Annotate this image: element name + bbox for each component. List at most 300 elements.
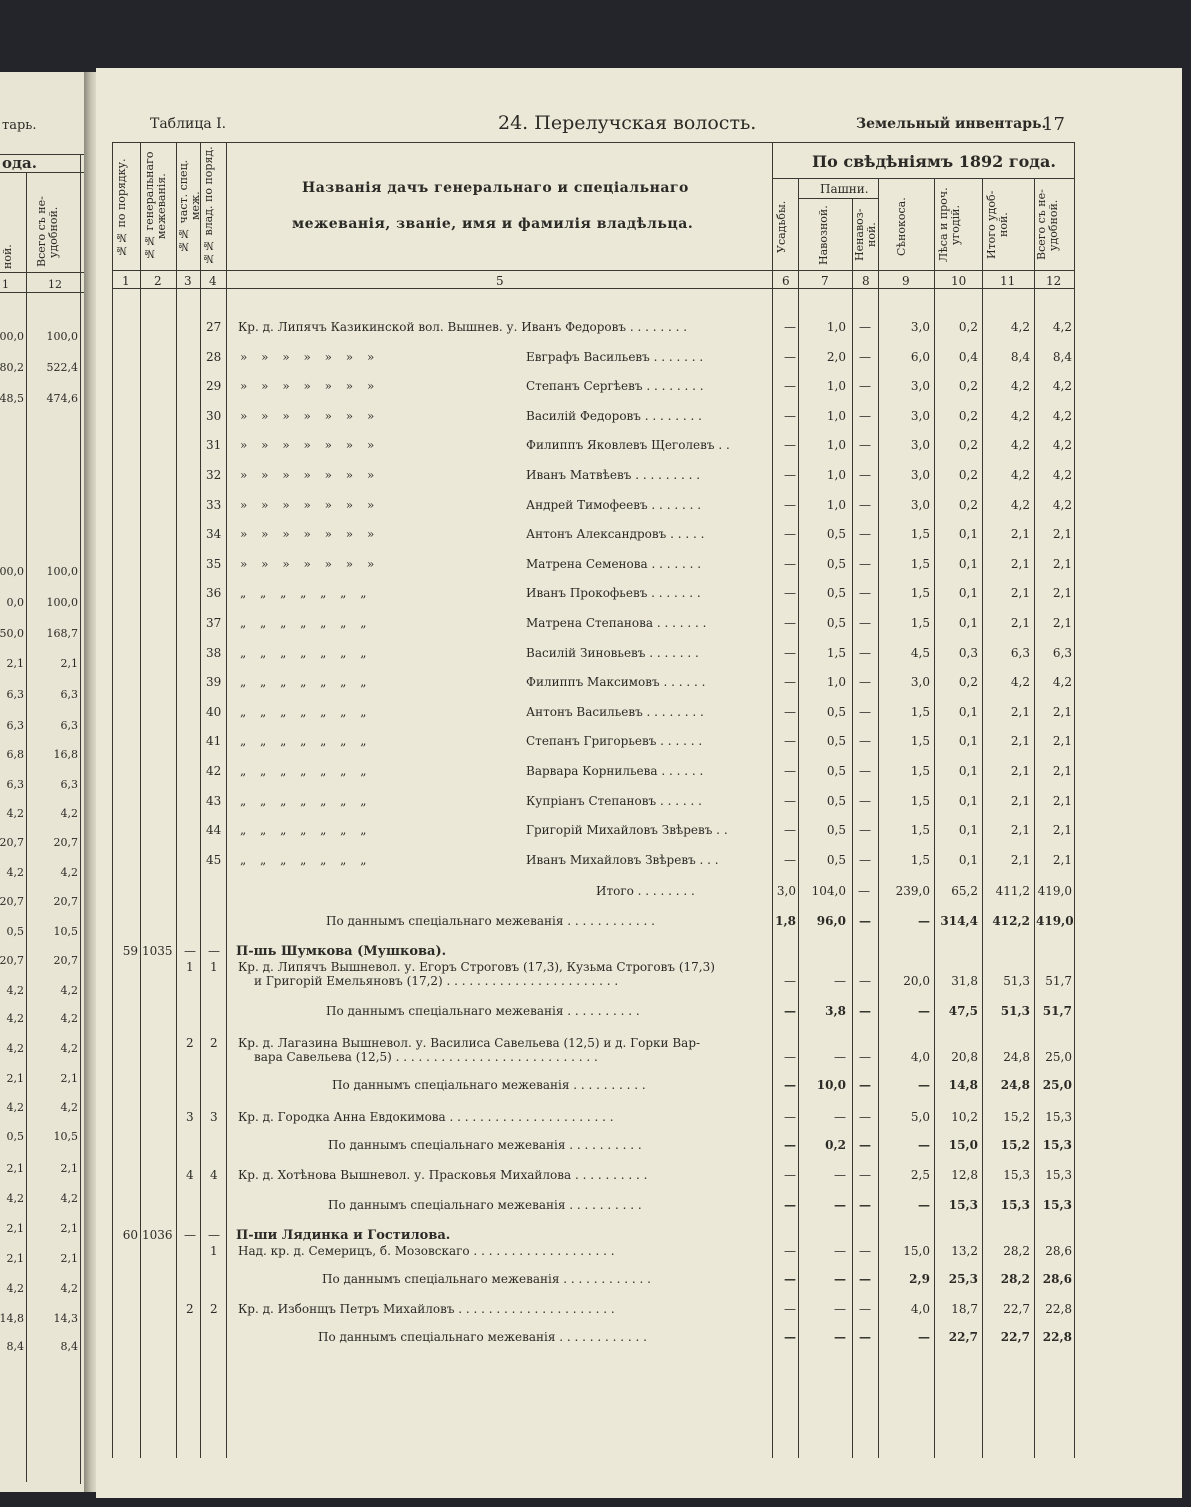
left-cell: 4,2	[6, 866, 24, 879]
cell-c9: 1,5	[910, 616, 930, 630]
total-row	[96, 884, 1182, 913]
cell-c7: —	[834, 1330, 846, 1344]
cell-c9: —	[918, 1138, 930, 1152]
cell-c10: 0,2	[958, 675, 978, 690]
cell-c9: —	[918, 914, 930, 928]
owner-name: Филиппъ Яковлевъ Щеголевъ . .	[526, 438, 730, 453]
cell-c10: 12,8	[951, 1168, 978, 1182]
special-number: 2	[186, 1036, 194, 1050]
cell-c10: 10,2	[951, 1110, 978, 1124]
left-cell: 100,0	[46, 330, 78, 343]
cell: 411,2	[995, 884, 1030, 898]
survey-label: По даннымъ спеціальнаго межеванія . . . . . . . . . .	[328, 1198, 642, 1212]
rule	[0, 154, 84, 155]
cell-c11: 4,2	[1010, 379, 1030, 394]
cell-c12: 4,2	[1052, 379, 1072, 394]
table-row	[96, 764, 1182, 793]
left-cell: 522,4	[46, 361, 78, 374]
cell-c12: 51,7	[1045, 974, 1072, 988]
cell-c10: 0,4	[958, 349, 978, 364]
cell-c8: —	[859, 734, 871, 749]
left-cell: 00,0	[0, 330, 24, 343]
cell-c6: —	[784, 974, 796, 988]
cell-c9: 1,5	[910, 793, 930, 808]
cell-c6: —	[784, 1330, 796, 1344]
left-cell: 4,2	[60, 1042, 78, 1055]
ditto-marks: „ „ „ „ „ „ „	[240, 793, 367, 808]
cell-c12: 2,1	[1052, 556, 1072, 571]
owner-number: 38	[206, 645, 222, 660]
left-cell: 6,3	[60, 719, 78, 732]
cell-c6: 1,8	[775, 914, 796, 928]
ditto-marks: » » » » » » »	[240, 379, 375, 394]
survey-row	[96, 1198, 1182, 1227]
rule	[0, 272, 84, 273]
cell-c9: 1,5	[910, 852, 930, 867]
col-number: 7	[821, 274, 829, 288]
cell-c11: 15,3	[1003, 1168, 1030, 1182]
survey-label: По даннымъ спеціальнаго межеванія . . . . . . . . . .	[326, 1004, 640, 1018]
survey-label: По даннымъ спеціальнаго межеванія . . . . . . . . . . . .	[318, 1330, 647, 1344]
left-cell: 10,5	[53, 1130, 78, 1143]
cell-c12: 28,6	[1042, 1272, 1072, 1286]
ditto-marks: „ „ „ „ „ „ „	[240, 586, 367, 601]
cell-c9: —	[918, 1078, 930, 1092]
left-cell: 80,2	[0, 361, 24, 374]
cell-c9: 1,5	[910, 556, 930, 571]
cell-c11: 2,1	[1010, 527, 1030, 542]
cell-c7: 0,5	[826, 823, 846, 838]
owner-name: Антонъ Александровъ . . . . .	[526, 527, 705, 542]
cell-c7: —	[834, 1050, 846, 1064]
col-number: 4	[209, 274, 217, 288]
left-cell: 0,5	[6, 1130, 24, 1143]
owner-name: Григорій Михайловъ Звѣревъ . .	[526, 823, 728, 838]
cell-c10: 0,1	[958, 734, 978, 749]
rule	[112, 270, 1074, 271]
ditto-marks: » » » » » » »	[240, 556, 375, 571]
col-number: 2	[154, 274, 162, 288]
owner-number: 31	[206, 438, 222, 453]
left-cell: 2,1	[60, 1162, 78, 1175]
left-cell: 6,3	[60, 688, 78, 701]
cell-c12: 15,3	[1045, 1168, 1072, 1182]
owner-name: Кр. д. Липячъ Казикинской вол. Вышнев. у. Иванъ Федоровъ . . . . . . . .	[238, 320, 688, 334]
left-cell: 100,0	[46, 565, 78, 578]
table-row	[96, 1110, 1182, 1139]
cell-c6: —	[784, 645, 796, 660]
owner-number: 2	[210, 1302, 218, 1316]
cell-c11: 4,2	[1010, 675, 1030, 690]
cell-c6: —	[784, 1198, 796, 1212]
left-cell: 2,1	[6, 657, 24, 670]
cell-c9: 4,0	[910, 1050, 930, 1064]
cell-c9: 1,5	[910, 527, 930, 542]
page	[96, 68, 1182, 1498]
survey-row	[96, 1272, 1182, 1301]
cell-c7: 1,0	[826, 320, 846, 334]
cell-c11: 15,2	[1000, 1138, 1030, 1152]
cell-c9: 1,5	[910, 764, 930, 778]
col-header-vsego: Всего съ не-удобной.	[1035, 189, 1060, 261]
cell-c8: —	[859, 793, 871, 808]
left-cell: 4,2	[60, 1012, 78, 1025]
cell-c11: 51,3	[1003, 974, 1030, 988]
left-cell: 4,2	[6, 1012, 24, 1025]
left-cell: 00,0	[0, 565, 24, 578]
cell-c6: —	[784, 320, 796, 334]
table-row	[96, 1036, 1182, 1076]
table-row	[96, 468, 1182, 497]
survey-label: По даннымъ спеціальнаго межеванія . . . . . . . . . .	[332, 1078, 646, 1092]
cell-c9: 3,0	[910, 320, 930, 334]
cell-c12: 2,1	[1052, 616, 1072, 630]
col-header-nenavoznoy: Ненавоз-ной.	[853, 208, 878, 262]
cell-c10: 0,2	[958, 438, 978, 453]
left-cell: 20,7	[0, 954, 24, 967]
group-gen-number: 1036	[142, 1228, 173, 1242]
survey-row	[96, 1138, 1182, 1167]
cell-c10: 0,2	[958, 408, 978, 423]
page-title: 24. Перелучская волость.	[498, 112, 757, 134]
owner-number: 45	[206, 852, 222, 867]
cell-c7: 1,0	[826, 675, 846, 690]
left-cell: 2,1	[6, 1162, 24, 1175]
cell-c8: —	[859, 586, 871, 601]
left-col-number: 12	[48, 278, 62, 291]
table-row	[96, 320, 1182, 349]
cell-c10: 0,2	[958, 320, 978, 334]
table-label: Таблица I.	[150, 116, 227, 132]
cell-c8: —	[859, 1302, 871, 1316]
cell-c11: 15,3	[1000, 1198, 1030, 1212]
left-cell: 6,3	[60, 778, 78, 791]
ditto-marks: „ „ „ „ „ „ „	[240, 823, 367, 838]
cell-c8: —	[859, 1004, 871, 1018]
left-cell: 6,8	[6, 748, 24, 761]
cell-c11: 4,2	[1010, 468, 1030, 482]
cell-c11: 22,7	[1000, 1330, 1030, 1344]
left-cell: 474,6	[46, 392, 78, 405]
cell-c11: 2,1	[1010, 556, 1030, 571]
cell-c8: —	[859, 497, 871, 512]
cell-c8: —	[859, 675, 871, 690]
cell-c12: 4,2	[1052, 320, 1072, 334]
cell-c10: 25,3	[948, 1272, 978, 1286]
cell-c12: 2,1	[1052, 852, 1072, 867]
survey-label: По даннымъ спеціальнаго межеванія . . . . . . . . . . . .	[322, 1272, 651, 1286]
cell-c11: 28,2	[1003, 1244, 1030, 1258]
table-row	[96, 557, 1182, 586]
cell-c10: 20,8	[951, 1050, 978, 1064]
row-values	[96, 974, 1182, 1003]
cell-c11: 28,2	[1000, 1272, 1030, 1286]
row-values	[96, 1050, 1182, 1079]
cell-c12: 25,0	[1042, 1078, 1072, 1092]
left-cell: 8,4	[60, 1340, 78, 1353]
ditto-marks: » » » » » » »	[240, 438, 375, 453]
owner-number: 3	[210, 1110, 218, 1124]
cell-c12: 4,2	[1052, 438, 1072, 453]
cell-c10: 15,0	[948, 1138, 978, 1152]
owner-name: Филиппъ Максимовъ . . . . . .	[526, 675, 706, 690]
cell-c9: 1,5	[910, 704, 930, 719]
left-cell: 6,3	[6, 778, 24, 791]
cell-c10: 0,2	[958, 468, 978, 482]
cell-c7: 1,0	[826, 497, 846, 512]
owner-name-cont: и Григорій Емельяновъ (17,2) . . . . . . . . . . . . . . . . . . . . . . .	[254, 974, 619, 988]
left-cell: 4,2	[60, 1282, 78, 1295]
cell-c10: 0,1	[958, 704, 978, 719]
survey-row	[96, 914, 1182, 943]
table-row	[96, 438, 1182, 467]
cell-c8: —	[859, 320, 871, 334]
cell-c8: —	[859, 852, 871, 867]
left-cell: 14,3	[53, 1312, 78, 1325]
cell-c10: 13,2	[951, 1244, 978, 1258]
owner-name: Антонъ Васильевъ . . . . . . . .	[526, 704, 704, 719]
survey-row	[96, 1004, 1182, 1033]
group-dash: —	[208, 1228, 220, 1242]
section-label: Земельный инвентарь.	[856, 116, 1047, 132]
ditto-marks: » » » » » » »	[240, 349, 375, 364]
cell-c11: 4,2	[1010, 438, 1030, 453]
table-row	[96, 823, 1182, 852]
cell-c11: 2,1	[1010, 734, 1030, 749]
cell-c8: —	[859, 1110, 871, 1124]
cell-c12: 2,1	[1052, 586, 1072, 601]
col-header-usadby: Усадьбы.	[775, 200, 788, 254]
cell-c12: 51,7	[1042, 1004, 1072, 1018]
owner-name: Василій Федоровъ . . . . . . . .	[526, 408, 702, 423]
owner-number: 32	[206, 468, 222, 482]
table-row	[96, 675, 1182, 704]
owner-name: Иванъ Михайловъ Звѣревъ . . .	[526, 852, 719, 867]
cell-c6: —	[784, 586, 796, 601]
owner-number: 36	[206, 586, 222, 601]
owner-name: Матрена Степанова . . . . . . .	[526, 616, 707, 630]
owner-number: 37	[206, 616, 222, 630]
left-subheader-fragment: ода.	[2, 154, 37, 172]
cell-c8: —	[859, 527, 871, 542]
ditto-marks: „ „ „ „ „ „ „	[240, 764, 367, 778]
table-row	[96, 794, 1182, 823]
cell-c12: 15,3	[1042, 1138, 1072, 1152]
table-row	[96, 527, 1182, 556]
left-cell: 0,0	[6, 596, 24, 609]
group-number: 59	[122, 944, 138, 958]
col-header-senokosa: Сѣнокоса.	[895, 197, 908, 257]
cell-c12: 8,4	[1052, 349, 1072, 364]
left-cell: 4,2	[60, 1101, 78, 1114]
table-row	[96, 1168, 1182, 1197]
cell-c7: 2,0	[826, 349, 846, 364]
ditto-marks: „ „ „ „ „ „ „	[240, 675, 367, 690]
left-cell: 8,4	[6, 1340, 24, 1353]
col-header-name-line1: Названія дачъ генеральнаго и спеціальнаго	[302, 180, 689, 196]
cell-c7: 1,0	[826, 438, 846, 453]
owner-number: 43	[206, 793, 222, 808]
cell-c11: 2,1	[1010, 793, 1030, 808]
cell-c11: 2,1	[1010, 852, 1030, 867]
cell-c6: —	[784, 616, 796, 630]
cell-c6: —	[784, 1078, 796, 1092]
rule	[112, 142, 1074, 143]
left-cell: 2,1	[60, 657, 78, 670]
col-header-general: №№ генеральнаго межеванія.	[143, 151, 168, 261]
cell-c11: 22,7	[1003, 1302, 1030, 1316]
cell-c6: —	[784, 1110, 796, 1124]
cell-c7: 10,0	[816, 1078, 846, 1092]
cell-c7: —	[834, 1110, 846, 1124]
owner-number: 27	[206, 320, 222, 334]
table-row	[96, 705, 1182, 734]
cell-c6: —	[784, 704, 796, 719]
cell-c9: —	[918, 1004, 930, 1018]
cell-c7: 0,5	[826, 556, 846, 571]
owner-number: 1	[210, 960, 218, 974]
owner-name: Иванъ Прокофьевъ . . . . . . .	[526, 586, 701, 601]
cell-c7: 1,0	[826, 468, 846, 482]
cell-c10: 0,1	[958, 823, 978, 838]
cell-c7: —	[834, 974, 846, 988]
cell-c10: 14,8	[948, 1078, 978, 1092]
cell-c6: —	[784, 556, 796, 571]
cell-c8: —	[859, 1078, 871, 1092]
cell-c12: 22,8	[1042, 1330, 1072, 1344]
cell-c7: —	[834, 1198, 846, 1212]
cell-c9: 1,5	[910, 823, 930, 838]
table-row	[96, 498, 1182, 527]
owner-number: 41	[206, 734, 222, 749]
left-col-number: 1	[2, 278, 9, 291]
owner-number: 29	[206, 379, 222, 394]
left-col-header: ной.	[1, 244, 14, 270]
left-cell: 20,7	[53, 836, 78, 849]
cell-c7: —	[834, 1244, 846, 1258]
col-number: 5	[496, 274, 504, 288]
cell-c6: —	[784, 1138, 796, 1152]
owner-number: 44	[206, 823, 222, 838]
left-cell: 0,5	[6, 925, 24, 938]
col-header-special: №№ част. спец. меж.	[177, 159, 202, 253]
left-cell: 4,2	[6, 1101, 24, 1114]
left-cell: 10,5	[53, 925, 78, 938]
cell-c7: 3,8	[825, 1004, 846, 1018]
special-number: 2	[186, 1302, 194, 1316]
cell-c12: 6,3	[1052, 645, 1072, 660]
cell-c6: —	[784, 349, 796, 364]
cell-c8: —	[859, 1050, 871, 1064]
left-cell: 4,2	[60, 1192, 78, 1205]
cell-c11: 8,4	[1010, 349, 1030, 364]
table-row	[96, 350, 1182, 379]
table-row	[96, 586, 1182, 615]
special-number: 1	[186, 960, 194, 974]
left-col-header: Всего съ не-удобной.	[35, 196, 60, 268]
cell-c8: —	[859, 823, 871, 838]
owner-name: Купріанъ Степановъ . . . . . .	[526, 793, 702, 808]
col-number: 3	[184, 274, 192, 288]
left-cell: 100,0	[46, 596, 78, 609]
col-header-navoznoy: Навозной.	[817, 205, 830, 265]
cell-c8: —	[859, 468, 871, 482]
left-cell: 2,1	[6, 1252, 24, 1265]
cell-c9: 3,0	[910, 497, 930, 512]
owner-name: Василій Зиновьевъ . . . . . . .	[526, 645, 699, 660]
cell-c8: —	[859, 645, 871, 660]
col-number: 11	[1000, 274, 1016, 288]
cell-c12: 4,2	[1052, 468, 1072, 482]
cell-c8: —	[859, 349, 871, 364]
cell-c6: —	[784, 1302, 796, 1316]
cell-c8: —	[859, 408, 871, 423]
cell-c10: 0,3	[958, 645, 978, 660]
cell-c12: 2,1	[1052, 823, 1072, 838]
group-number: 60	[122, 1228, 138, 1242]
cell-c6: —	[784, 379, 796, 394]
cell-c6: —	[784, 1168, 796, 1182]
table-row	[96, 409, 1182, 438]
col-group-header: По свѣдѣніямъ 1892 года.	[812, 152, 1056, 171]
cell-c8: —	[859, 704, 871, 719]
table-row	[96, 960, 1182, 1000]
cell-c10: 314,4	[940, 914, 978, 928]
group-dash: —	[208, 944, 220, 958]
ditto-marks: » » » » » » »	[240, 408, 375, 423]
cell-c11: 2,1	[1010, 616, 1030, 630]
table-row	[96, 1302, 1182, 1331]
cell-c10: 0,2	[958, 379, 978, 394]
cell-c6: —	[784, 1004, 796, 1018]
table-row	[96, 1244, 1182, 1273]
left-cell: 2,1	[60, 1222, 78, 1235]
left-cell: 4,2	[6, 807, 24, 820]
group-gen-number: 1035	[142, 944, 173, 958]
col-number: 12	[1046, 274, 1062, 288]
owner-name: Степанъ Сергѣевъ . . . . . . . .	[526, 379, 704, 394]
cell-c11: 2,1	[1010, 764, 1030, 778]
cell-c11: 2,1	[1010, 586, 1030, 601]
ditto-marks: » » » » » » »	[240, 468, 375, 482]
col-number: 1	[122, 274, 130, 288]
owner-number: 35	[206, 556, 222, 571]
cell: 3,0	[776, 884, 796, 898]
col-number: 8	[862, 274, 870, 288]
col-header-owner: №№ влад. по поряд.	[202, 146, 215, 266]
owner-name: Андрей Тимофеевъ . . . . . . .	[526, 497, 702, 512]
ditto-marks: „ „ „ „ „ „ „	[240, 616, 367, 630]
cell-c12: 2,1	[1052, 764, 1072, 778]
cell-c12: 2,1	[1052, 527, 1072, 542]
cell-c9: 3,0	[910, 468, 930, 482]
cell-c9: 4,0	[910, 1302, 930, 1316]
total-label: Итого . . . . . . . .	[596, 884, 695, 898]
owner-number: 39	[206, 675, 222, 690]
cell-c6: —	[784, 408, 796, 423]
col-number: 9	[902, 274, 910, 288]
col-number: 10	[951, 274, 967, 288]
cell-c8: —	[859, 1272, 871, 1286]
owner-name: Кр. д. Липячъ Вышневол. у. Егоръ Строговъ (17,3), Кузьма Строговъ (17,3)	[238, 960, 715, 974]
cell-c6: —	[784, 823, 796, 838]
cell-c12: 22,8	[1045, 1302, 1072, 1316]
cell-c8: —	[859, 1330, 871, 1344]
cell-c12: 2,1	[1052, 704, 1072, 719]
cell-c12: 2,1	[1052, 734, 1072, 749]
cell-c10: 22,7	[948, 1330, 978, 1344]
owner-name: Степанъ Григорьевъ . . . . . .	[526, 734, 703, 749]
